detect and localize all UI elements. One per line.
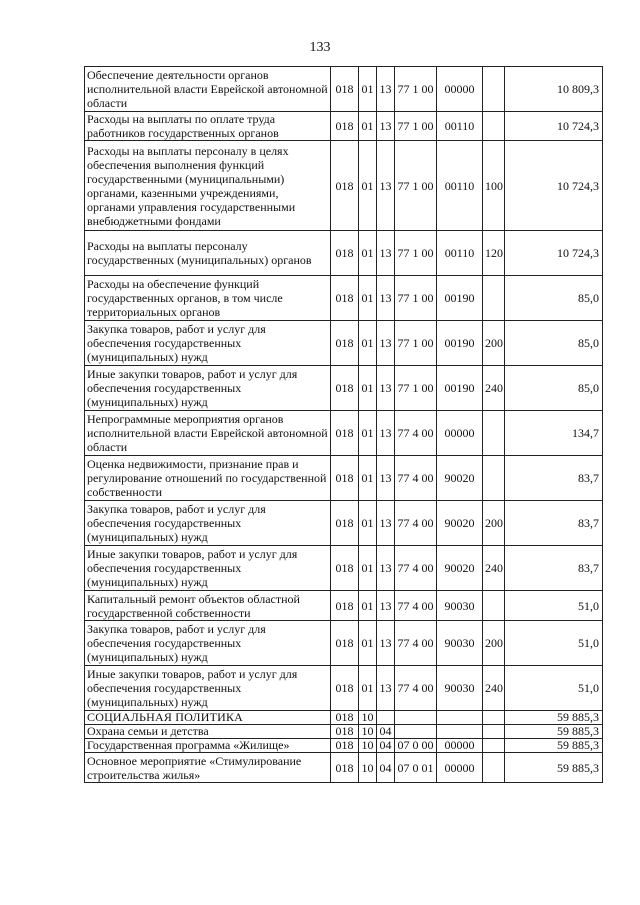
row-ved-code: 018 [331,711,359,725]
row-target-article-code [395,725,437,739]
row-ved-code: 018 [331,666,359,711]
table-row [85,546,603,591]
table-row [85,112,603,141]
row-target-article-code: 77 4 00 [395,621,437,666]
row-section-code: 10 [359,739,377,753]
row-section-code: 01 [359,456,377,501]
row-subsection-code: 04 [377,725,395,739]
row-subsection-code [377,711,395,725]
row-expense-type-code: 240 [483,666,505,711]
row-amount: 10 724,3 [505,141,603,231]
row-subsection-code: 13 [377,666,395,711]
row-amount: 59 885,3 [505,711,603,725]
row-ved-code: 018 [331,411,359,456]
page-number: 133 [309,40,331,55]
table-row [85,739,603,753]
row-subsection-code: 13 [377,112,395,141]
row-amount: 83,7 [505,456,603,501]
row-target-article-code: 77 1 00 [395,141,437,231]
row-name: Закупка товаров, работ и услуг для обеспечения государственных (муниципальных) нужд [85,321,331,366]
row-subsection-code: 13 [377,591,395,621]
row-expense-type-code: 100 [483,141,505,231]
row-name: Основное мероприятие «Стимулирование строительства жилья» [85,753,331,783]
row-target-article-code: 77 4 00 [395,666,437,711]
row-target-article-suffix: 00190 [437,321,483,366]
row-target-article-suffix: 00110 [437,141,483,231]
table-row [85,666,603,711]
row-ved-code: 018 [331,739,359,753]
row-ved-code: 018 [331,621,359,666]
row-target-article-suffix [437,711,483,725]
table-row [85,725,603,739]
row-amount: 59 885,3 [505,753,603,783]
row-name: Расходы на выплаты персоналу государственных (муниципальных) органов [85,231,331,276]
row-expense-type-code [483,456,505,501]
table-row [85,141,603,231]
row-ved-code: 018 [331,112,359,141]
row-target-article-code: 77 1 00 [395,276,437,321]
row-target-article-code: 07 0 00 [395,739,437,753]
table-row [85,621,603,666]
row-target-article-code: 77 4 00 [395,501,437,546]
row-target-article-code: 77 4 00 [395,456,437,501]
table-row [85,456,603,501]
row-target-article-suffix: 00190 [437,366,483,411]
row-section-code: 01 [359,67,377,112]
row-name: Непрограммные мероприятия органов исполнительной власти Еврейской автономной области [85,411,331,456]
row-amount: 10 809,3 [505,67,603,112]
row-subsection-code: 13 [377,501,395,546]
row-ved-code: 018 [331,67,359,112]
row-section-code: 01 [359,591,377,621]
row-ved-code: 018 [331,591,359,621]
row-subsection-code: 13 [377,276,395,321]
row-name: Закупка товаров, работ и услуг для обеспечения государственных (муниципальных) нужд [85,501,331,546]
row-expense-type-code [483,112,505,141]
row-section-code: 01 [359,666,377,711]
row-amount: 134,7 [505,411,603,456]
row-name: Капитальный ремонт объектов областной государственной собственности [85,591,331,621]
row-target-article-suffix: 90020 [437,456,483,501]
row-name: Расходы на выплаты по оплате труда работников государственных органов [85,112,331,141]
row-name: Расходы на выплаты персоналу в целях обеспечения выполнения функций государственными (муниципальными) органами, казенными учреждениями, органами управления государственными внебюджетными фондами [85,141,331,231]
row-name: Иные закупки товаров, работ и услуг для обеспечения государственных (муниципальных) нужд [85,366,331,411]
row-target-article-suffix: 90030 [437,591,483,621]
row-section-code: 01 [359,546,377,591]
table-row [85,501,603,546]
row-amount: 85,0 [505,321,603,366]
row-expense-type-code: 200 [483,621,505,666]
row-section-code: 10 [359,711,377,725]
row-target-article-suffix: 00110 [437,231,483,276]
table-row [85,753,603,783]
row-target-article-code: 77 1 00 [395,231,437,276]
row-subsection-code: 13 [377,456,395,501]
row-name: Оценка недвижимости, признание прав и регулирование отношений по государственной собственности [85,456,331,501]
table-row [85,711,603,725]
table-body [85,67,603,783]
row-expense-type-code: 200 [483,321,505,366]
row-expense-type-code [483,739,505,753]
row-expense-type-code: 200 [483,501,505,546]
row-target-article-suffix: 90030 [437,666,483,711]
row-subsection-code: 13 [377,366,395,411]
row-name: Иные закупки товаров, работ и услуг для обеспечения государственных (муниципальных) нужд [85,546,331,591]
table-row [85,321,603,366]
row-ved-code: 018 [331,546,359,591]
row-expense-type-code: 120 [483,231,505,276]
row-ved-code: 018 [331,141,359,231]
row-name: СОЦИАЛЬНАЯ ПОЛИТИКА [85,711,331,725]
row-expense-type-code [483,276,505,321]
row-section-code: 01 [359,321,377,366]
row-subsection-code: 13 [377,411,395,456]
row-section-code: 01 [359,141,377,231]
row-amount: 59 885,3 [505,725,603,739]
row-expense-type-code: 240 [483,366,505,411]
row-amount: 83,7 [505,501,603,546]
table-row [85,366,603,411]
row-subsection-code: 13 [377,231,395,276]
row-section-code: 01 [359,276,377,321]
row-amount: 10 724,3 [505,231,603,276]
row-subsection-code: 13 [377,621,395,666]
row-target-article-suffix: 90020 [437,546,483,591]
budget-table [84,66,603,783]
row-amount: 51,0 [505,621,603,666]
row-amount: 83,7 [505,546,603,591]
row-target-article-suffix: 00000 [437,67,483,112]
row-target-article-suffix [437,725,483,739]
row-subsection-code: 13 [377,321,395,366]
row-name: Государственная программа «Жилище» [85,739,331,753]
row-target-article-suffix: 00000 [437,739,483,753]
table-row [85,591,603,621]
row-ved-code: 018 [331,725,359,739]
row-amount: 85,0 [505,366,603,411]
row-subsection-code: 13 [377,546,395,591]
row-expense-type-code: 240 [483,546,505,591]
row-amount: 85,0 [505,276,603,321]
row-subsection-code: 04 [377,753,395,783]
row-subsection-code: 13 [377,67,395,112]
row-section-code: 01 [359,501,377,546]
row-name: Расходы на обеспечение функций государственных органов, в том числе территориальных органов [85,276,331,321]
row-ved-code: 018 [331,366,359,411]
row-target-article-code: 77 1 00 [395,366,437,411]
row-section-code: 01 [359,411,377,456]
row-ved-code: 018 [331,231,359,276]
row-ved-code: 018 [331,276,359,321]
row-target-article-code: 77 1 00 [395,321,437,366]
row-expense-type-code [483,591,505,621]
row-section-code: 10 [359,753,377,783]
row-target-article-code: 77 4 00 [395,591,437,621]
row-expense-type-code [483,753,505,783]
row-section-code: 01 [359,621,377,666]
row-name: Охрана семьи и детства [85,725,331,739]
row-target-article-suffix: 00000 [437,411,483,456]
row-target-article-code [395,711,437,725]
row-expense-type-code [483,411,505,456]
row-ved-code: 018 [331,753,359,783]
row-name: Закупка товаров, работ и услуг для обеспечения государственных (муниципальных) нужд [85,621,331,666]
table-row [85,67,603,112]
row-target-article-suffix: 00000 [437,753,483,783]
row-expense-type-code [483,711,505,725]
row-target-article-code: 77 4 00 [395,411,437,456]
table-row [85,276,603,321]
row-ved-code: 018 [331,456,359,501]
row-name: Иные закупки товаров, работ и услуг для обеспечения государственных (муниципальных) нужд [85,666,331,711]
row-ved-code: 018 [331,321,359,366]
row-expense-type-code [483,67,505,112]
row-ved-code: 018 [331,501,359,546]
row-target-article-suffix: 90020 [437,501,483,546]
row-expense-type-code [483,725,505,739]
row-section-code: 01 [359,231,377,276]
row-target-article-suffix: 00190 [437,276,483,321]
row-amount: 59 885,3 [505,739,603,753]
row-amount: 51,0 [505,591,603,621]
row-section-code: 01 [359,112,377,141]
table-row [85,231,603,276]
table-row [85,411,603,456]
row-amount: 10 724,3 [505,112,603,141]
row-target-article-code: 77 1 00 [395,112,437,141]
row-amount: 51,0 [505,666,603,711]
row-name: Обеспечение деятельности органов исполнительной власти Еврейской автономной области [85,67,331,112]
row-subsection-code: 04 [377,739,395,753]
row-section-code: 10 [359,725,377,739]
row-target-article-code: 07 0 01 [395,753,437,783]
row-target-article-code: 77 1 00 [395,67,437,112]
row-target-article-code: 77 4 00 [395,546,437,591]
row-target-article-suffix: 00110 [437,112,483,141]
row-subsection-code: 13 [377,141,395,231]
row-section-code: 01 [359,366,377,411]
row-target-article-suffix: 90030 [437,621,483,666]
